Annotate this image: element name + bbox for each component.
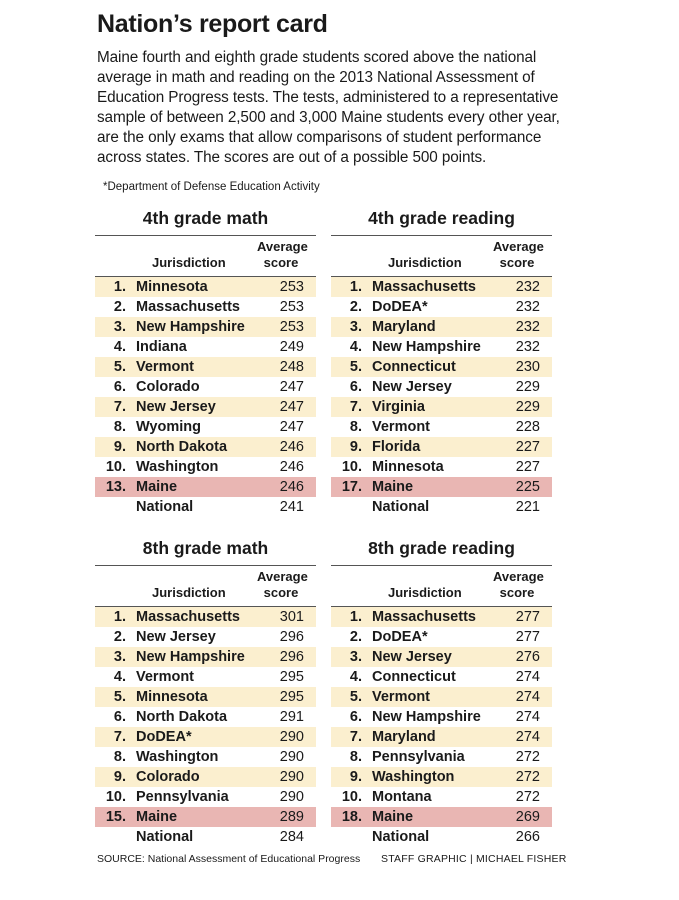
table-row [95, 787, 316, 807]
rank-cell: 10. [105, 459, 126, 475]
score-cell: 246 [279, 479, 304, 495]
table-row [331, 457, 552, 477]
jurisdiction-cell: Maryland [372, 729, 436, 745]
rank-cell: 6. [349, 709, 362, 725]
score-cell: 272 [515, 749, 540, 765]
score-cell: 301 [279, 609, 304, 625]
score-cell: 295 [279, 689, 304, 705]
header-rule-top [95, 235, 316, 236]
rank-cell: 8. [113, 419, 126, 435]
score-cell: 274 [515, 689, 540, 705]
table-row [331, 687, 552, 707]
jurisdiction-cell: DoDEA* [372, 629, 428, 645]
rank-cell: 6. [113, 709, 126, 725]
table-title: 4th grade math [142, 208, 269, 228]
jurisdiction-cell: Maryland [372, 319, 436, 335]
rank-cell: 3. [113, 319, 126, 335]
table-row [331, 357, 552, 377]
jurisdiction-cell: North Dakota [136, 709, 228, 725]
table-row [95, 747, 316, 767]
table-row [331, 317, 552, 337]
table-row [331, 377, 552, 397]
table-row [95, 827, 316, 847]
jurisdiction-cell: New Hampshire [136, 319, 245, 335]
rank-cell: 9. [113, 439, 126, 455]
column-header-jurisdiction: Jurisdiction [152, 255, 226, 270]
jurisdiction-cell: Florida [372, 439, 421, 455]
table-row [95, 317, 316, 337]
rank-cell: 10. [341, 459, 362, 475]
jurisdiction-cell: New Hampshire [136, 649, 245, 665]
table-row [95, 417, 316, 437]
jurisdiction-cell: New Jersey [136, 399, 216, 415]
table-row [331, 727, 552, 747]
score-cell: 274 [515, 729, 540, 745]
rank-cell: 10. [341, 789, 362, 805]
rank-cell: 4. [113, 669, 126, 685]
score-cell: 253 [279, 319, 304, 335]
table-row [331, 477, 552, 497]
score-cell: 296 [279, 629, 304, 645]
table-row [95, 477, 316, 497]
rank-cell: 6. [113, 379, 126, 395]
rank-cell: 1. [349, 609, 362, 625]
jurisdiction-cell: Vermont [372, 689, 431, 705]
score-cell: 246 [279, 459, 304, 475]
header-rule-top [95, 565, 316, 566]
jurisdiction-cell: Maine [136, 479, 178, 495]
jurisdiction-cell: Wyoming [136, 419, 201, 435]
jurisdiction-cell: Washington [372, 769, 455, 785]
score-cell: 247 [279, 419, 304, 435]
table-row [331, 297, 552, 317]
rank-cell: 9. [349, 439, 362, 455]
jurisdiction-cell: National [372, 829, 430, 845]
jurisdiction-cell: Pennsylvania [372, 749, 465, 765]
score-cell: 221 [515, 499, 540, 515]
jurisdiction-cell: Maine [136, 809, 178, 825]
table-row [331, 707, 552, 727]
table-row [331, 437, 552, 457]
header-rule-top [331, 235, 552, 236]
score-cell: 232 [515, 339, 540, 355]
jurisdiction-cell: National [136, 499, 194, 515]
score-cell: 232 [515, 299, 540, 315]
jurisdiction-cell: DoDEA* [372, 299, 428, 315]
score-cell: 296 [279, 649, 304, 665]
jurisdiction-cell: New Jersey [136, 629, 216, 645]
score-cell: 290 [279, 729, 304, 745]
table-row [95, 377, 316, 397]
column-header-average-score: Average score [493, 569, 544, 600]
column-header-average-score: Average score [493, 239, 544, 270]
source-note: SOURCE: National Assessment of Educational Progress [97, 853, 361, 865]
score-cell: 277 [515, 629, 540, 645]
score-cell: 232 [515, 279, 540, 295]
jurisdiction-cell: National [372, 499, 430, 515]
column-header-jurisdiction: Jurisdiction [388, 255, 462, 270]
rank-cell: 18. [341, 809, 362, 825]
column-header-jurisdiction: Jurisdiction [152, 585, 226, 600]
score-cell: 274 [515, 669, 540, 685]
jurisdiction-cell: Connecticut [372, 669, 456, 685]
table-row [95, 807, 316, 827]
table-row [331, 787, 552, 807]
rank-cell: 1. [349, 279, 362, 295]
score-cell: 253 [279, 299, 304, 315]
score-cell: 249 [279, 339, 304, 355]
rank-cell: 4. [113, 339, 126, 355]
score-cell: 230 [515, 359, 540, 375]
table-row [331, 627, 552, 647]
jurisdiction-cell: Indiana [136, 339, 187, 355]
score-cell: 290 [279, 749, 304, 765]
score-cell: 276 [515, 649, 540, 665]
rank-cell: 9. [113, 769, 126, 785]
score-cell: 225 [515, 479, 540, 495]
jurisdiction-cell: Minnesota [136, 279, 208, 295]
rank-cell: 7. [113, 729, 126, 745]
jurisdiction-cell: Maine [372, 479, 414, 495]
graphic-credit: STAFF GRAPHIC | MICHAEL FISHER [381, 853, 567, 865]
table-row [331, 767, 552, 787]
rank-cell: 7. [349, 399, 362, 415]
table-row [95, 397, 316, 417]
table-row [95, 707, 316, 727]
table-title: 4th grade reading [368, 208, 515, 228]
table-title: 8th grade math [142, 538, 269, 558]
rank-cell: 1. [113, 609, 126, 625]
table-row [331, 497, 552, 517]
rank-cell: 1. [113, 279, 126, 295]
score-cell: 289 [279, 809, 304, 825]
table-row [331, 647, 552, 667]
jurisdiction-cell: Massachusetts [372, 279, 476, 295]
page-title: Nation’s report card [97, 10, 328, 38]
table-row [331, 397, 552, 417]
table-row [95, 297, 316, 317]
rank-cell: 5. [113, 689, 126, 705]
rank-cell: 8. [349, 749, 362, 765]
rank-cell: 2. [113, 629, 126, 645]
jurisdiction-cell: Virginia [372, 399, 425, 415]
rank-cell: 6. [349, 379, 362, 395]
rank-cell: 5. [113, 359, 126, 375]
jurisdiction-cell: Vermont [136, 359, 195, 375]
jurisdiction-cell: New Hampshire [372, 709, 481, 725]
jurisdiction-cell: Maine [372, 809, 414, 825]
score-cell: 227 [515, 439, 540, 455]
table-row [331, 747, 552, 767]
score-cell: 272 [515, 789, 540, 805]
table-row [95, 497, 316, 517]
jurisdiction-cell: Massachusetts [136, 299, 240, 315]
table-row [331, 607, 552, 627]
rank-cell: 3. [113, 649, 126, 665]
column-header-average-score: Average score [257, 239, 308, 270]
table-row [331, 807, 552, 827]
jurisdiction-cell: Colorado [136, 769, 200, 785]
rank-cell: 2. [349, 629, 362, 645]
table-row [331, 667, 552, 687]
score-cell: 248 [279, 359, 304, 375]
table-row [95, 727, 316, 747]
rank-cell: 4. [349, 669, 362, 685]
rank-cell: 8. [349, 419, 362, 435]
score-cell: 229 [515, 399, 540, 415]
table-row [95, 627, 316, 647]
score-cell: 227 [515, 459, 540, 475]
table-row [331, 277, 552, 297]
rank-cell: 8. [113, 749, 126, 765]
score-cell: 274 [515, 709, 540, 725]
score-cell: 253 [279, 279, 304, 295]
jurisdiction-cell: Vermont [372, 419, 431, 435]
score-cell: 232 [515, 319, 540, 335]
score-cell: 284 [279, 829, 304, 845]
rank-cell: 15. [105, 809, 126, 825]
table-row [331, 417, 552, 437]
table-row [95, 277, 316, 297]
intro-text: Maine fourth and eighth grade students scored above the national average in math and reading on the 2013 National Assessment of Education Progress tests. The tests, administered to a representative sample of between 2,500 and 3,000 Maine students every other year, are the only exams that allow comparisons of student performance across states. The scores are out of a possible 500 points. [97, 49, 560, 166]
table-row [95, 337, 316, 357]
rank-cell: 7. [349, 729, 362, 745]
table-row [95, 607, 316, 627]
score-cell: 269 [515, 809, 540, 825]
rank-cell: 2. [113, 299, 126, 315]
jurisdiction-cell: Massachusetts [372, 609, 476, 625]
score-cell: 290 [279, 789, 304, 805]
jurisdiction-cell: National [136, 829, 194, 845]
jurisdiction-cell: North Dakota [136, 439, 228, 455]
score-cell: 241 [279, 499, 304, 515]
jurisdiction-cell: Massachusetts [136, 609, 240, 625]
score-cell: 247 [279, 399, 304, 415]
jurisdiction-cell: Connecticut [372, 359, 456, 375]
jurisdiction-cell: Washington [136, 459, 219, 475]
table-row [95, 667, 316, 687]
rank-cell: 4. [349, 339, 362, 355]
score-cell: 295 [279, 669, 304, 685]
table-row [95, 767, 316, 787]
score-cell: 246 [279, 439, 304, 455]
rank-cell: 2. [349, 299, 362, 315]
jurisdiction-cell: Montana [372, 789, 432, 805]
rank-cell: 7. [113, 399, 126, 415]
jurisdiction-cell: New Jersey [372, 379, 452, 395]
table-row [95, 437, 316, 457]
column-header-average-score: Average score [257, 569, 308, 600]
jurisdiction-cell: Vermont [136, 669, 195, 685]
table-row [331, 827, 552, 847]
rank-cell: 13. [105, 479, 126, 495]
table-row [95, 357, 316, 377]
score-cell: 229 [515, 379, 540, 395]
score-cell: 247 [279, 379, 304, 395]
rank-cell: 3. [349, 649, 362, 665]
footnote: *Department of Defense Education Activity [103, 181, 320, 193]
table-row [95, 647, 316, 667]
rank-cell: 5. [349, 689, 362, 705]
jurisdiction-cell: Minnesota [372, 459, 444, 475]
jurisdiction-cell: New Jersey [372, 649, 452, 665]
table-row [331, 337, 552, 357]
table-row [95, 687, 316, 707]
jurisdiction-cell: Minnesota [136, 689, 208, 705]
rank-cell: 9. [349, 769, 362, 785]
column-header-jurisdiction: Jurisdiction [388, 585, 462, 600]
rank-cell: 10. [105, 789, 126, 805]
rank-cell: 5. [349, 359, 362, 375]
score-cell: 228 [515, 419, 540, 435]
jurisdiction-cell: Pennsylvania [136, 789, 229, 805]
jurisdiction-cell: Colorado [136, 379, 200, 395]
score-cell: 266 [515, 829, 540, 845]
score-cell: 277 [515, 609, 540, 625]
score-cell: 291 [279, 709, 304, 725]
table-title: 8th grade reading [368, 538, 515, 558]
rank-cell: 3. [349, 319, 362, 335]
score-cell: 290 [279, 769, 304, 785]
jurisdiction-cell: DoDEA* [136, 729, 192, 745]
jurisdiction-cell: New Hampshire [372, 339, 481, 355]
header-rule-top [331, 565, 552, 566]
table-row [95, 457, 316, 477]
score-cell: 272 [515, 769, 540, 785]
jurisdiction-cell: Washington [136, 749, 219, 765]
rank-cell: 17. [341, 479, 362, 495]
